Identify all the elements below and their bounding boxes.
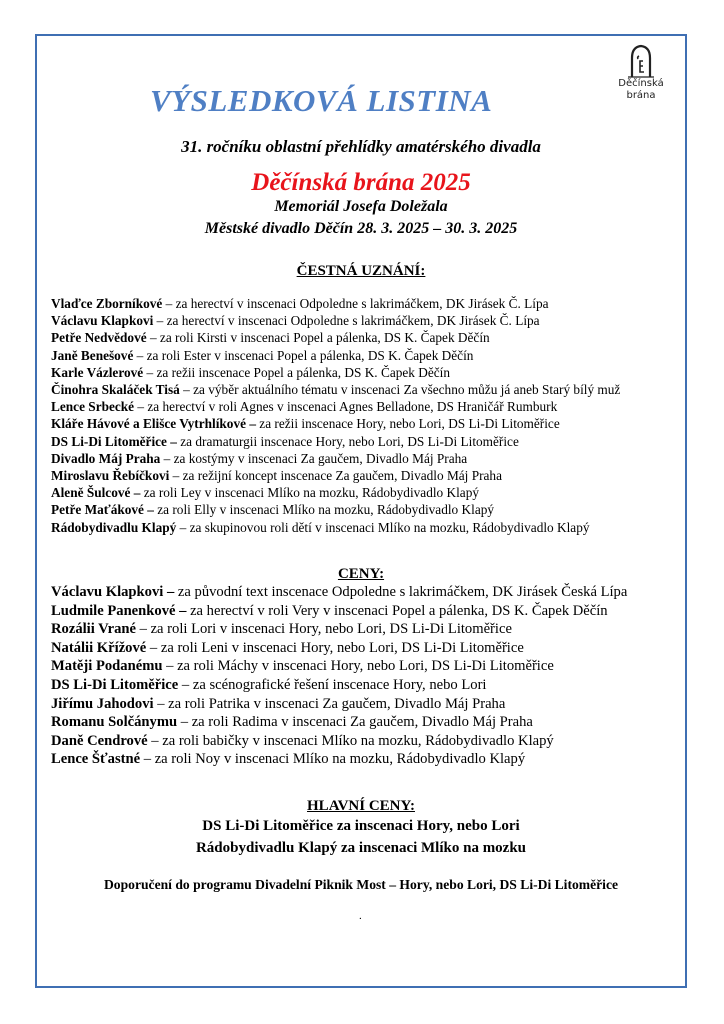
recipient-name: Natálii Křížové xyxy=(51,639,147,656)
recipient-name: Rádobydivadlu Klapý xyxy=(51,519,177,535)
award-text: – za roli Patrika v inscenaci Za gaučem, Divadlo Máj Praha xyxy=(153,695,506,712)
recipient-name: Matěji Podanému xyxy=(51,658,163,675)
list-item xyxy=(51,329,620,346)
award-text: – za herectví v inscenaci Odpoledne s lakrimáčkem, DK Jirásek Č. Lípa xyxy=(153,313,540,329)
list-item xyxy=(51,583,627,602)
list-item xyxy=(51,398,620,415)
recipient-name: Daně Cendrové xyxy=(51,732,148,749)
list-item xyxy=(51,676,627,695)
list-item xyxy=(51,347,620,364)
recipient-name: Lence Šťastné xyxy=(51,751,141,768)
honorable-section-title: ČESTNÁ UZNÁNÍ: xyxy=(296,263,426,279)
list-item xyxy=(51,620,627,639)
recipient-name: DS Li-Di Litoměřice – xyxy=(51,433,177,449)
award-text: za původní text inscenace Odpoledne s lakrimáčkem, DK Jirásek Česká Lípa xyxy=(174,584,628,600)
award-text: – za roli Máchy v inscenaci Hory, nebo Lori, DS Li-Di Litoměřice xyxy=(162,658,554,675)
award-text: – za scénografické řešení inscenace Hory, nebo Lori xyxy=(178,676,487,693)
list-item xyxy=(51,381,620,398)
list-item xyxy=(51,501,620,518)
subtitle: 31. ročníku oblastní přehlídky amatérského divadla xyxy=(181,137,541,156)
recipient-name: Aleně Šulcové – xyxy=(51,485,141,501)
venue-dates: Městské divadlo Děčín 28. 3. 2025 – 30. 3. 2025 xyxy=(204,220,518,237)
award-text: – za roli Ester v inscenaci Popel a pálenka, DS K. Čapek Děčín xyxy=(133,347,474,363)
list-item xyxy=(51,415,620,432)
recipient-name: Petře Maťákové – xyxy=(51,502,154,518)
list-item xyxy=(51,750,627,769)
award-text: – za roli Radima v inscenaci Za gaučem, Divadlo Máj Praha xyxy=(177,714,533,731)
page-title: VÝSLEDKOVÁ LISTINA xyxy=(150,83,493,118)
prizes-list xyxy=(51,583,627,769)
recipient-name: Petře Nedvědové xyxy=(51,330,147,346)
program-recommendation: Doporučení do programu Divadelní Piknik Most – Hory, nebo Lori, DS Li-Di Litoměřice xyxy=(103,877,619,892)
main-prizes-section-title: HLAVNÍ CENY: xyxy=(307,798,415,814)
list-item xyxy=(51,467,620,484)
award-text: – za roli Kirsti v inscenaci Popel a pálenka, DS K. Čapek Děčín xyxy=(146,330,490,346)
recipient-name: Ludmile Panenkové – xyxy=(51,602,187,619)
list-item xyxy=(51,484,620,501)
award-text: za roli Ley v inscenaci Mlíko na mozku, Rádobydivadlo Klapý xyxy=(140,485,480,501)
award-text: – za roli babičky v inscenaci Mlíko na mozku, Rádobydivadlo Klapý xyxy=(147,732,554,749)
logo-text-line1: Děčínská xyxy=(618,78,664,89)
list-item xyxy=(51,602,627,621)
honorable-list xyxy=(51,295,620,536)
festival-name: Děčínská brána 2025 xyxy=(251,169,471,196)
award-text: za režii inscenace Hory, nebo Lori, DS Li-Di Litoměřice xyxy=(255,416,560,432)
recipient-name: Václavu Klapkovi xyxy=(51,313,154,329)
list-item xyxy=(51,295,620,312)
award-text: – za kostýmy v inscenaci Za gaučem, Divadlo Máj Praha xyxy=(160,450,468,466)
recipient-name: Rozálii Vrané xyxy=(51,621,136,638)
recipient-name: Václavu Klapkovi – xyxy=(51,584,175,600)
main-prize-line: Rádobydivadlu Klapý za inscenaci Mlíko na mozku xyxy=(195,840,527,856)
award-text: – za herectví v roli Agnes v inscenaci Agnes Belladone, DS Hraničář Rumburk xyxy=(134,399,558,415)
recipient-name: Karle Vázlerové xyxy=(51,364,144,380)
recipient-name: Lence Srbecké xyxy=(51,399,135,415)
recipient-name: Činohra Skaláček Tisá xyxy=(51,382,180,398)
prizes-section-title: CENY: xyxy=(337,566,385,582)
list-item xyxy=(51,695,627,714)
list-item xyxy=(51,713,627,732)
list-item xyxy=(51,312,620,329)
recipient-name: Janě Benešové xyxy=(51,347,134,363)
list-item xyxy=(51,433,620,450)
recipient-name: Divadlo Máj Praha xyxy=(51,450,161,466)
recipient-name: Kláře Hávové a Elišce Vytrhlíkové – xyxy=(51,416,256,432)
recipient-name: DS Li-Di Litoměřice xyxy=(51,676,179,693)
list-item xyxy=(51,450,620,467)
list-item xyxy=(51,364,620,381)
list-item xyxy=(51,519,620,536)
award-text: – za roli Noy v inscenaci Mlíko na mozku, Rádobydivadlo Klapý xyxy=(140,751,526,768)
list-item xyxy=(51,639,627,658)
award-text: – za režii inscenace Popel a pálenka, DS K. Čapek Děčín xyxy=(143,364,451,380)
award-text: – za herectví v inscenaci Odpoledne s lakrimáčkem, DK Jirásek Č. Lípa xyxy=(162,296,549,311)
festival-logo xyxy=(609,44,673,124)
recipient-name: Vlaďce Zborníkové xyxy=(51,296,163,311)
list-item xyxy=(51,732,627,751)
award-text: za herectví v roli Very v inscenaci Popel a pálenka, DS K. Čapek Děčín xyxy=(186,602,608,619)
award-text: – za skupinovou roli dětí v inscenaci Mlíko na mozku, Rádobydivadlo Klapý xyxy=(176,519,590,535)
list-item xyxy=(51,657,627,676)
award-text: – za roli Lori v inscenaci Hory, nebo Lori, DS Li-Di Litoměřice xyxy=(135,621,512,638)
logo-text-line2: brána xyxy=(626,90,656,101)
gate-icon xyxy=(626,44,656,78)
award-text: – za režijní koncept inscenace Za gaučem, Divadlo Máj Praha xyxy=(169,468,502,484)
award-text: za roli Elly v inscenaci Mlíko na mozku, Rádobydivadlo Klapý xyxy=(153,502,495,518)
memorial-name: Memoriál Josefa Doležala xyxy=(274,198,448,215)
footer-mark: . xyxy=(359,910,362,922)
main-prize-line: DS Li-Di Litoměřice za inscenaci Hory, nebo Lori xyxy=(202,818,520,834)
award-text: – za výběr aktuálního tématu v inscenaci Za všechno můžu já aneb Starý bílý muž xyxy=(179,382,621,398)
recipient-name: Jiřímu Jahodovi xyxy=(51,695,154,712)
award-text: za dramaturgii inscenace Hory, nebo Lori, DS Li-Di Litoměřice xyxy=(176,433,519,449)
award-text: – za roli Leni v inscenaci Hory, nebo Lori, DS Li-Di Litoměřice xyxy=(146,639,524,656)
recipient-name: Romanu Solčánymu xyxy=(51,714,178,731)
recipient-name: Miroslavu Řebíčkovi xyxy=(51,468,170,484)
